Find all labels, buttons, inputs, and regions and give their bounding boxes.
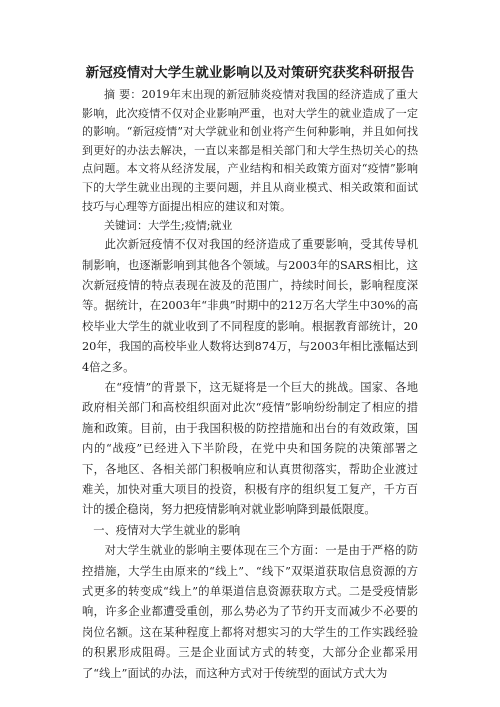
body-paragraph-1: 此次新冠疫情不仅对我国的经济造成了重要影响，受其传导机制影响，也逐渐影响到其他各个领域。与2003年的SARS相比，这次新冠疫情的特点表现在波及的范围广，持续时间长，影响程度深等。据统计，在2003年“非典”时期中的212万名大学生中30%的高校毕业大学生的就业收到了不同程度的影响。根据教育部统计，2020年，我国的高校毕业人数将达到874万，与2003年相比涨幅达到4倍之多。 [82, 238, 418, 374]
document-title: 新冠疫情对大学生就业影响以及对策研究获奖科研报告 [85, 65, 415, 81]
section-heading: 一、疫情对大学生就业的影响 [93, 523, 241, 537]
keywords-line: 关键词：大学生;疫情;就业 [104, 219, 233, 233]
abstract-paragraph: 摘 要：2019年末出现的新冠肺炎疫情对我国的经济造成了重大影响，此次疫情不仅对企业影响严重，也对大学生的就业造成了一定的影响。“新冠疫情”对大学就业和创业将产生何种影响，并且如何找到更好的办法去解决，一直以来都是相关部门和大学生热切关心的热点问题。本文将从经济发展，产业结构和相关政策方面对“疫情”影响下的大学生就业出现的主要问题，并且从商业模式、相关政策和面试技巧与心理等方面提出相应的建议和对策。 [82, 88, 418, 213]
section-paragraph: 对大学生就业的影响主要体现在三个方面：一是由于严格的防控措施，大学生由原来的“线上”、“线下”双渠道获取信息资源的方式更多的转变成“线上”的单渠道信息资源获取方式。二是受疫情影响，许多企业都遭受重创，那么势必为了节约开支而减少不必要的岗位名额。这在某种程度上都将对想实习的大学生的工作实践经验的积累形成阻碍。三是企业面试方式的转变，大部分企业都采用了“线上”面试的办法，而这种方式对于传统型的面试方式大为 [82, 544, 418, 680]
body-paragraph-2: 在“疫情”的背景下，这无疑将是一个巨大的挑战。国家、各地政府相关部门和高校组织面对此次“疫情”影响纷纷制定了相应的措施和政策。目前，由于我国积极的防控措施和出台的有效政策，国内的“战疫”已经进入下半阶段，在党中央和国务院的决策部署之下，各地区、各相关部门积极响应和认真贯彻落实，帮助企业渡过难关，加快对重大项目的投资，积极有序的组织复工复产，千方百计的援企稳岗，努力把疫情影响对就业影响降到最低限度。 [82, 381, 418, 517]
document-page [82, 64, 418, 684]
